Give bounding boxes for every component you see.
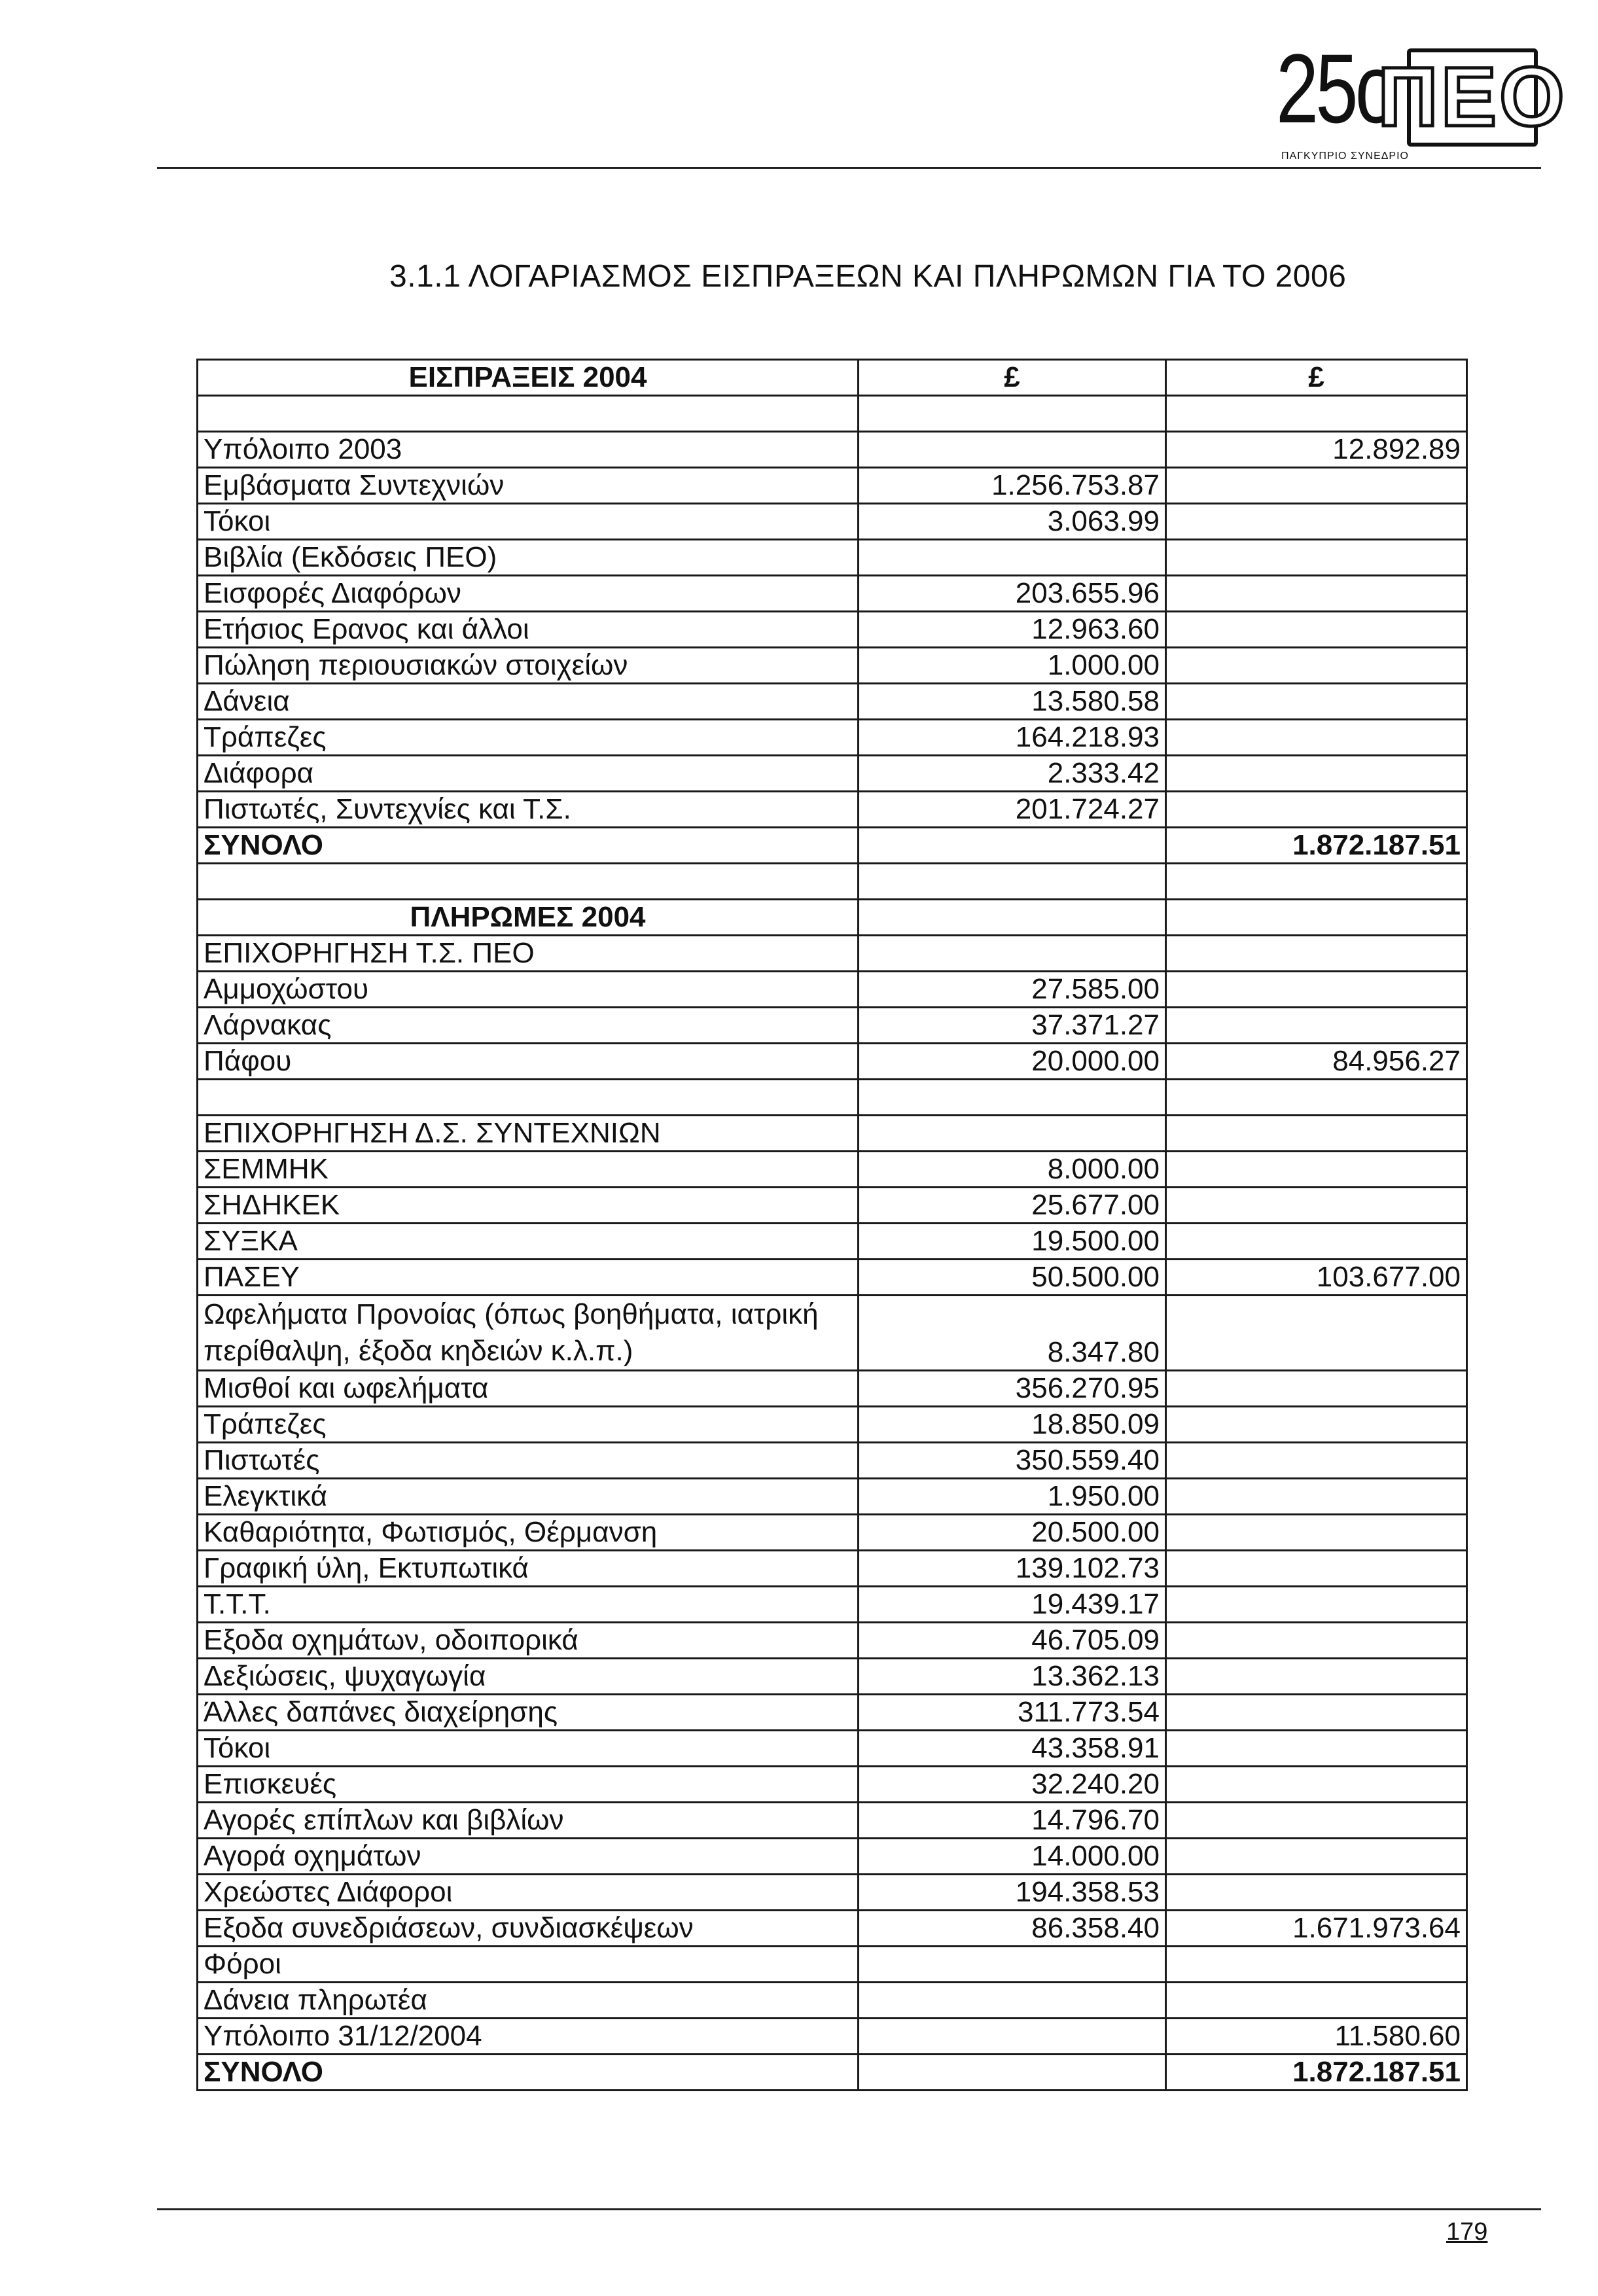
row-amount bbox=[859, 2019, 1166, 2055]
row-amount: 201.724.27 bbox=[859, 792, 1166, 828]
subsidy-ts-heading-row bbox=[198, 936, 1467, 972]
row-amount: 14.000.00 bbox=[859, 1839, 1166, 1875]
row-label: Βιβλία (Εκδόσεις ΠΕΟ) bbox=[198, 540, 859, 576]
row-amount: 1.000.00 bbox=[859, 648, 1166, 684]
row-amount: 311.773.54 bbox=[859, 1695, 1166, 1731]
row-total bbox=[1166, 1515, 1467, 1551]
row-label: Χρεώστες Διάφοροι bbox=[198, 1875, 859, 1911]
row-label: Καθαριότητα, Φωτισμός, Θέρμανση bbox=[198, 1515, 859, 1551]
row-total: 84.956.27 bbox=[1166, 1044, 1467, 1080]
row-amount: 194.358.53 bbox=[859, 1875, 1166, 1911]
row-label: ΣΥΞΚΑ bbox=[198, 1224, 859, 1260]
row-label: ΣΗΔΗΚΕΚ bbox=[198, 1188, 859, 1224]
payments-total-row bbox=[198, 2055, 1467, 2091]
column-header-amount: £ bbox=[859, 360, 1166, 396]
table-row bbox=[198, 972, 1467, 1008]
row-total bbox=[1166, 1587, 1467, 1623]
row-amount: 20.000.00 bbox=[859, 1044, 1166, 1080]
subsidy-ts-section bbox=[198, 972, 1467, 1080]
row-label: Πώληση περιουσιακών στοιχείων bbox=[198, 648, 859, 684]
payments-header: ΠΛΗΡΩΜΕΣ 2004 bbox=[198, 900, 859, 936]
subsidy-ts-heading: ΕΠΙΧΟΡΗΓΗΣΗ Τ.Σ. ΠΕΟ bbox=[198, 936, 859, 972]
row-amount: 1.950.00 bbox=[859, 1479, 1166, 1515]
column-header-total: £ bbox=[1166, 360, 1467, 396]
row-total bbox=[1166, 576, 1467, 612]
footer-divider bbox=[157, 2208, 1541, 2210]
table-row bbox=[198, 468, 1467, 504]
table-row bbox=[198, 612, 1467, 648]
row-amount: 203.655.96 bbox=[859, 576, 1166, 612]
table-row bbox=[198, 648, 1467, 684]
row-label: Πιστωτές bbox=[198, 1443, 859, 1479]
spacer-row bbox=[198, 864, 1467, 900]
row-label: Υπόλοιπο 2003 bbox=[198, 432, 859, 468]
welfare-label: Ωφελήματα Προνοίας (όπως βοηθήματα, ιατρική περίθαλψη, έξοδα κηδειών κ.λ.π.) bbox=[198, 1296, 859, 1371]
row-label: Εισφορές Διαφόρων bbox=[198, 576, 859, 612]
receipts-total-value: 1.872.187.51 bbox=[1166, 828, 1467, 864]
row-total bbox=[1166, 1659, 1467, 1695]
subsidy-ds-section bbox=[198, 1152, 1467, 1296]
page-title: 3.1.1 ΛΟΓΑΡΙΑΣΜΟΣ ΕΙΣΠΡΑΞΕΩΝ ΚΑΙ ΠΛΗΡΩΜΩΝ ΓΙΑ ΤΟ 2006 bbox=[389, 259, 1347, 294]
table-row bbox=[198, 1767, 1467, 1803]
table-row bbox=[198, 1731, 1467, 1767]
row-amount bbox=[859, 432, 1166, 468]
table-row bbox=[198, 1551, 1467, 1587]
row-total bbox=[1166, 972, 1467, 1008]
row-total bbox=[1166, 1983, 1467, 2019]
row-total bbox=[1166, 1875, 1467, 1911]
table-row bbox=[198, 1443, 1467, 1479]
row-label: Επισκευές bbox=[198, 1767, 859, 1803]
row-total: 103.677.00 bbox=[1166, 1260, 1467, 1296]
row-total bbox=[1166, 1188, 1467, 1224]
table-row bbox=[198, 1587, 1467, 1623]
row-label: Άλλες δαπάνες διαχείρησης bbox=[198, 1695, 859, 1731]
table-row bbox=[198, 1839, 1467, 1875]
row-label: Γραφική ύλη, Εκτυπωτικά bbox=[198, 1551, 859, 1587]
row-total bbox=[1166, 1479, 1467, 1515]
row-total: 11.580.60 bbox=[1166, 2019, 1467, 2055]
table-row bbox=[198, 1515, 1467, 1551]
row-total bbox=[1166, 1623, 1467, 1659]
row-label: Φόροι bbox=[198, 1947, 859, 1983]
table-row bbox=[198, 1188, 1467, 1224]
row-total: 12.892.89 bbox=[1166, 432, 1467, 468]
table-row bbox=[198, 1875, 1467, 1911]
row-total bbox=[1166, 1551, 1467, 1587]
row-label: Εμβάσματα Συντεχνιών bbox=[198, 468, 859, 504]
page-number: 179 bbox=[1446, 2218, 1488, 2246]
row-label: Λάρνακας bbox=[198, 1008, 859, 1044]
row-amount: 37.371.27 bbox=[859, 1008, 1166, 1044]
receipts-total-label: ΣΥΝΟΛΟ bbox=[198, 828, 859, 864]
table-row bbox=[198, 1260, 1467, 1296]
row-amount: 86.358.40 bbox=[859, 1911, 1166, 1947]
table-row bbox=[198, 1911, 1467, 1947]
row-amount: 350.559.40 bbox=[859, 1443, 1166, 1479]
row-amount: 27.585.00 bbox=[859, 972, 1166, 1008]
payments-header-row bbox=[198, 900, 1467, 936]
spacer-row bbox=[198, 396, 1467, 432]
row-total bbox=[1166, 1008, 1467, 1044]
row-amount bbox=[859, 1983, 1166, 2019]
row-label: Δάνεια bbox=[198, 684, 859, 720]
row-amount: 3.063.99 bbox=[859, 504, 1166, 540]
row-amount bbox=[859, 1947, 1166, 1983]
row-amount: 19.439.17 bbox=[859, 1587, 1166, 1623]
row-label: Τόκοι bbox=[198, 504, 859, 540]
table-row bbox=[198, 1152, 1467, 1188]
row-total bbox=[1166, 1443, 1467, 1479]
table-row bbox=[198, 1659, 1467, 1695]
row-label: Αγορές επίπλων και βιβλίων bbox=[198, 1803, 859, 1839]
row-label: Αγορά οχημάτων bbox=[198, 1839, 859, 1875]
row-amount: 164.218.93 bbox=[859, 720, 1166, 756]
row-total bbox=[1166, 648, 1467, 684]
row-amount: 43.358.91 bbox=[859, 1731, 1166, 1767]
row-label: Ελεγκτικά bbox=[198, 1479, 859, 1515]
row-total bbox=[1166, 720, 1467, 756]
row-amount: 18.850.09 bbox=[859, 1407, 1166, 1443]
row-amount: 46.705.09 bbox=[859, 1623, 1166, 1659]
row-amount: 1.256.753.87 bbox=[859, 468, 1166, 504]
row-amount: 8.000.00 bbox=[859, 1152, 1166, 1188]
table-row bbox=[198, 2019, 1467, 2055]
row-amount: 25.677.00 bbox=[859, 1188, 1166, 1224]
ledger-table bbox=[196, 359, 1468, 2091]
row-total: 1.671.973.64 bbox=[1166, 1911, 1467, 1947]
welfare-amount: 8.347.80 bbox=[859, 1296, 1166, 1371]
subsidy-ds-heading: ΕΠΙΧΟΡΗΓΗΣΗ Δ.Σ. ΣΥΝΤΕΧΝΙΩΝ bbox=[198, 1116, 859, 1152]
table-row bbox=[198, 576, 1467, 612]
table-row bbox=[198, 720, 1467, 756]
row-label: Τ.Τ.Τ. bbox=[198, 1587, 859, 1623]
receipts-header: ΕΙΣΠΡΑΞΕΙΣ 2004 bbox=[198, 360, 859, 396]
welfare-total bbox=[1166, 1296, 1467, 1371]
receipts-total-row bbox=[198, 828, 1467, 864]
row-total bbox=[1166, 612, 1467, 648]
table-row bbox=[198, 540, 1467, 576]
logo-caption: ΠΑΓΚΥΠΡΙΟ ΣΥΝΕΔΡΙΟ bbox=[1281, 150, 1409, 162]
row-label: Ετήσιος Ερανος και άλλοι bbox=[198, 612, 859, 648]
row-amount: 13.362.13 bbox=[859, 1659, 1166, 1695]
row-label: ΣΕΜΜΗΚ bbox=[198, 1152, 859, 1188]
row-amount: 12.963.60 bbox=[859, 612, 1166, 648]
row-total bbox=[1166, 504, 1467, 540]
row-total bbox=[1166, 756, 1467, 792]
row-label: Εξοδα συνεδριάσεων, συνδιασκέψεων bbox=[198, 1911, 859, 1947]
table-row bbox=[198, 684, 1467, 720]
table-row bbox=[198, 1479, 1467, 1515]
table-row bbox=[198, 1044, 1467, 1080]
table-row bbox=[198, 1947, 1467, 1983]
row-amount: 14.796.70 bbox=[859, 1803, 1166, 1839]
row-label: Υπόλοιπο 31/12/2004 bbox=[198, 2019, 859, 2055]
row-total bbox=[1166, 684, 1467, 720]
welfare-row bbox=[198, 1296, 1467, 1371]
row-total bbox=[1166, 1803, 1467, 1839]
logo-number: 25o bbox=[1276, 33, 1395, 143]
table-row bbox=[198, 792, 1467, 828]
row-label: Πιστωτές, Συντεχνίες και Τ.Σ. bbox=[198, 792, 859, 828]
row-label: Τράπεζες bbox=[198, 1407, 859, 1443]
table-row bbox=[198, 756, 1467, 792]
table-row bbox=[198, 1224, 1467, 1260]
row-amount: 13.580.58 bbox=[859, 684, 1166, 720]
table-row bbox=[198, 1695, 1467, 1731]
table-row bbox=[198, 1371, 1467, 1407]
receipts-section bbox=[198, 432, 1467, 828]
logo-letters: ΠΕΟ bbox=[1377, 50, 1567, 144]
spacer-row bbox=[198, 1080, 1467, 1116]
row-amount: 2.333.42 bbox=[859, 756, 1166, 792]
row-total bbox=[1166, 1947, 1467, 1983]
header-divider bbox=[157, 167, 1541, 169]
row-label: Τόκοι bbox=[198, 1731, 859, 1767]
logo-letters-box bbox=[1377, 48, 1567, 147]
payments-total-label: ΣΥΝΟΛΟ bbox=[198, 2055, 859, 2091]
table-row bbox=[198, 1008, 1467, 1044]
table-row bbox=[198, 1407, 1467, 1443]
row-total bbox=[1166, 1767, 1467, 1803]
row-label: ΠΑΣΕΥ bbox=[198, 1260, 859, 1296]
subsidy-ds-heading-row bbox=[198, 1116, 1467, 1152]
row-total bbox=[1166, 468, 1467, 504]
expenses-section bbox=[198, 1371, 1467, 2055]
row-total bbox=[1166, 1152, 1467, 1188]
row-label: Αμμοχώστου bbox=[198, 972, 859, 1008]
row-amount: 139.102.73 bbox=[859, 1551, 1166, 1587]
row-total bbox=[1166, 1839, 1467, 1875]
row-amount: 32.240.20 bbox=[859, 1767, 1166, 1803]
table-row bbox=[198, 504, 1467, 540]
table-row bbox=[198, 432, 1467, 468]
row-label: Δεξιώσεις, ψυχαγωγία bbox=[198, 1659, 859, 1695]
row-total bbox=[1166, 1731, 1467, 1767]
table-row bbox=[198, 1803, 1467, 1839]
row-label: Δάνεια πληρωτέα bbox=[198, 1983, 859, 2019]
row-total bbox=[1166, 1371, 1467, 1407]
table-header-row bbox=[198, 360, 1467, 396]
row-total bbox=[1166, 792, 1467, 828]
row-amount bbox=[859, 540, 1166, 576]
table-row bbox=[198, 1983, 1467, 2019]
row-amount: 356.270.95 bbox=[859, 1371, 1166, 1407]
row-label: Διάφορα bbox=[198, 756, 859, 792]
row-label: Μισθοί και ωφελήματα bbox=[198, 1371, 859, 1407]
row-total bbox=[1166, 1695, 1467, 1731]
row-total bbox=[1166, 1224, 1467, 1260]
row-total bbox=[1166, 1407, 1467, 1443]
congress-logo bbox=[1276, 33, 1567, 167]
row-total bbox=[1166, 540, 1467, 576]
row-label: Τράπεζες bbox=[198, 720, 859, 756]
table-row bbox=[198, 1623, 1467, 1659]
row-amount: 50.500.00 bbox=[859, 1260, 1166, 1296]
row-amount: 20.500.00 bbox=[859, 1515, 1166, 1551]
row-label: Πάφου bbox=[198, 1044, 859, 1080]
row-label: Εξοδα οχημάτων, οδοιπορικά bbox=[198, 1623, 859, 1659]
row-amount: 19.500.00 bbox=[859, 1224, 1166, 1260]
payments-total-value: 1.872.187.51 bbox=[1166, 2055, 1467, 2091]
